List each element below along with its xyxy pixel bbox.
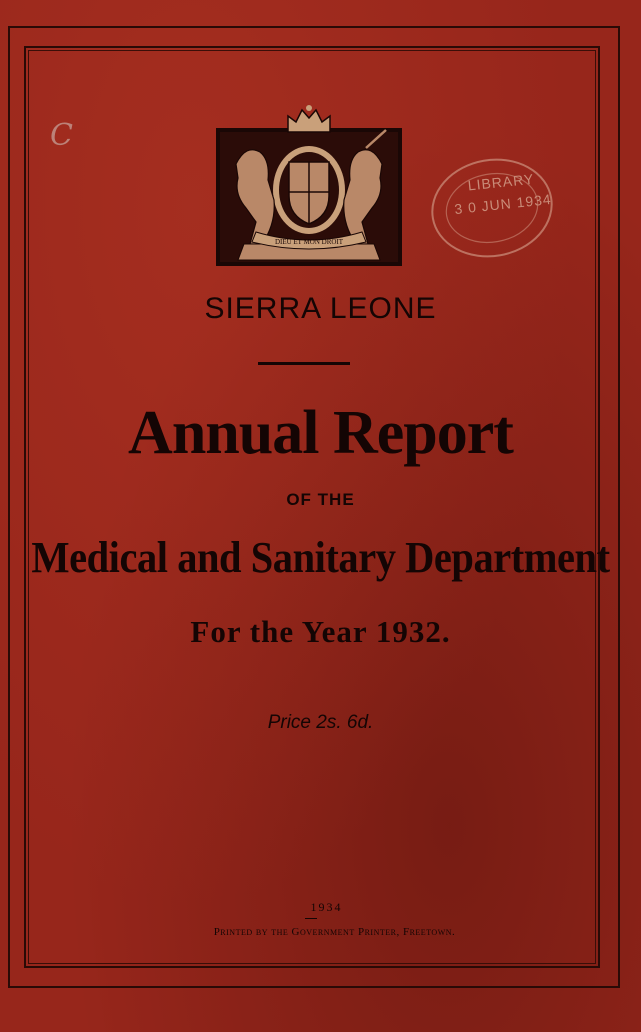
department-name: Medical and Sanitary Department <box>31 533 610 582</box>
pencil-annotation: C <box>50 118 73 153</box>
country-name: SIERRA LEONE <box>204 292 437 325</box>
publication-year: 1934 <box>310 900 343 914</box>
publication-divider <box>305 918 317 919</box>
stamp-date: 3 0 JUN 1934 <box>453 190 553 218</box>
report-title: Annual Report <box>128 399 513 467</box>
report-year: For the Year 1932. <box>190 614 451 649</box>
royal-coat-of-arms-icon <box>216 104 402 266</box>
stamp-label: LIBRARY <box>467 170 535 194</box>
of-the-label: OF THE <box>286 490 355 509</box>
crest-motto: DIEU ET MON DROIT <box>274 238 344 246</box>
printer-imprint: Printed by the Government Printer, Freetown. <box>213 926 456 938</box>
title-divider <box>258 362 350 365</box>
price-label: Price 2s. 6d. <box>267 712 374 733</box>
